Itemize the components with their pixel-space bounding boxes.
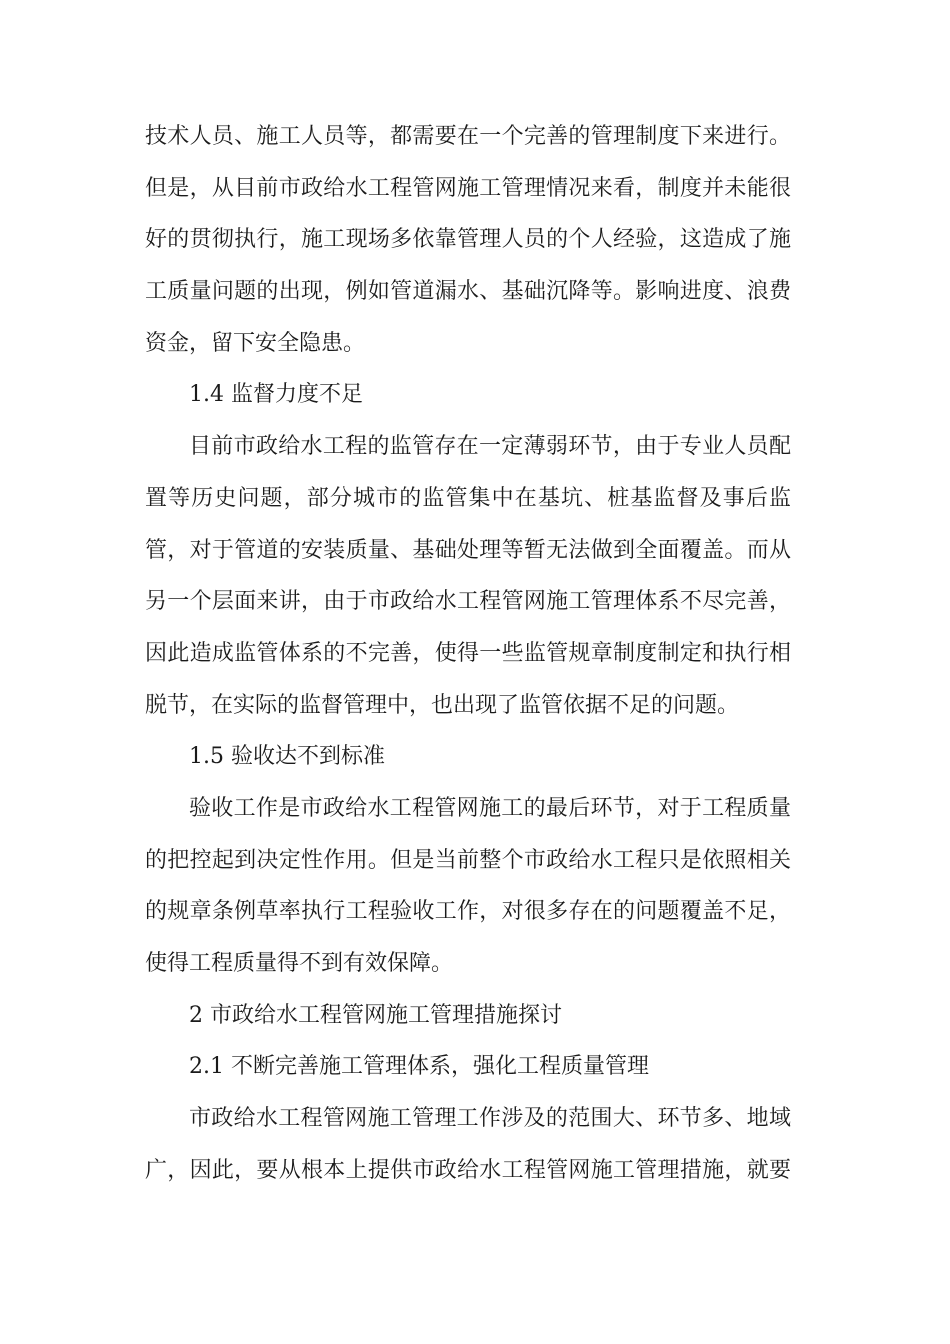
paragraph-line: 另一个层面来讲，由于市政给水工程管网施工管理体系不尽完善， (145, 589, 791, 615)
paragraph-line: 管，对于管道的安装质量、基础处理等暂无法做到全面覆盖。而从 (145, 537, 791, 563)
paragraph-line: 脱节，在实际的监督管理中，也出现了监管依据不足的问题。 (145, 692, 740, 718)
text-line (0, 1047, 950, 1099)
text-line (0, 841, 950, 893)
text-line (0, 427, 950, 479)
paragraph-line: 目前市政给水工程的监管存在一定薄弱环节，由于专业人员配 (189, 434, 791, 460)
text-line (0, 1099, 950, 1151)
section-heading: 2 市政给水工程管网施工管理措施探讨 (189, 1002, 562, 1028)
paragraph-line: 因此造成监管体系的不完善，使得一些监管规章制度制定和执行相 (145, 640, 791, 666)
text-line (0, 1151, 950, 1203)
paragraph-line: 资金，留下安全隐患。 (145, 330, 366, 356)
text-line (0, 634, 950, 686)
paragraph-line: 使得工程质量得不到有效保障。 (145, 951, 454, 976)
text-line (0, 892, 950, 944)
paragraph-line: 验收工作是市政给水工程管网施工的最后环节，对于工程质量 (189, 795, 791, 821)
text-line (0, 789, 950, 841)
paragraph-line: 但是，从目前市政给水工程管网施工管理情况来看，制度并未能很 (145, 175, 791, 201)
paragraph-line: 的规章条例草率执行工程验收工作，对很多存在的问题覆盖不足， (145, 899, 791, 925)
paragraph-line: 好的贯彻执行，施工现场多依靠管理人员的个人经验，这造成了施 (145, 227, 791, 253)
text-line (0, 737, 950, 789)
text-line (0, 686, 950, 738)
text-line (0, 996, 950, 1048)
paragraph-line: 广，因此，要从根本上提供市政给水工程管网施工管理措施，就要 (145, 1157, 791, 1183)
paragraph-line: 市政给水工程管网施工管理工作涉及的范围大、环节多、地域 (189, 1106, 791, 1132)
subsection-heading: 2.1 不断完善施工管理体系，强化工程质量管理 (189, 1054, 649, 1080)
text-line (0, 117, 950, 169)
text-line (0, 479, 950, 531)
section-heading: 1.4 监督力度不足 (189, 382, 363, 408)
text-line (0, 220, 950, 272)
paragraph-line: 的把控起到决定性作用。但是当前整个市政给水工程只是依照相关 (145, 847, 791, 873)
text-line (0, 375, 950, 427)
text-line (0, 944, 950, 996)
section-heading: 1.5 验收达不到标准 (189, 744, 385, 770)
text-line (0, 169, 950, 221)
text-line (0, 272, 950, 324)
text-line (0, 582, 950, 634)
document-body (0, 117, 950, 1202)
text-line (0, 531, 950, 583)
paragraph-line: 置等历史问题，部分城市的监管集中在基坑、桩基监督及事后监 (145, 485, 791, 511)
text-line (0, 324, 950, 376)
paragraph-line: 技术人员、施工人员等，都需要在一个完善的管理制度下来进行。 (145, 124, 791, 149)
paragraph-line: 工质量问题的出现，例如管道漏水、基础沉降等。影响进度、浪费 (145, 279, 791, 305)
